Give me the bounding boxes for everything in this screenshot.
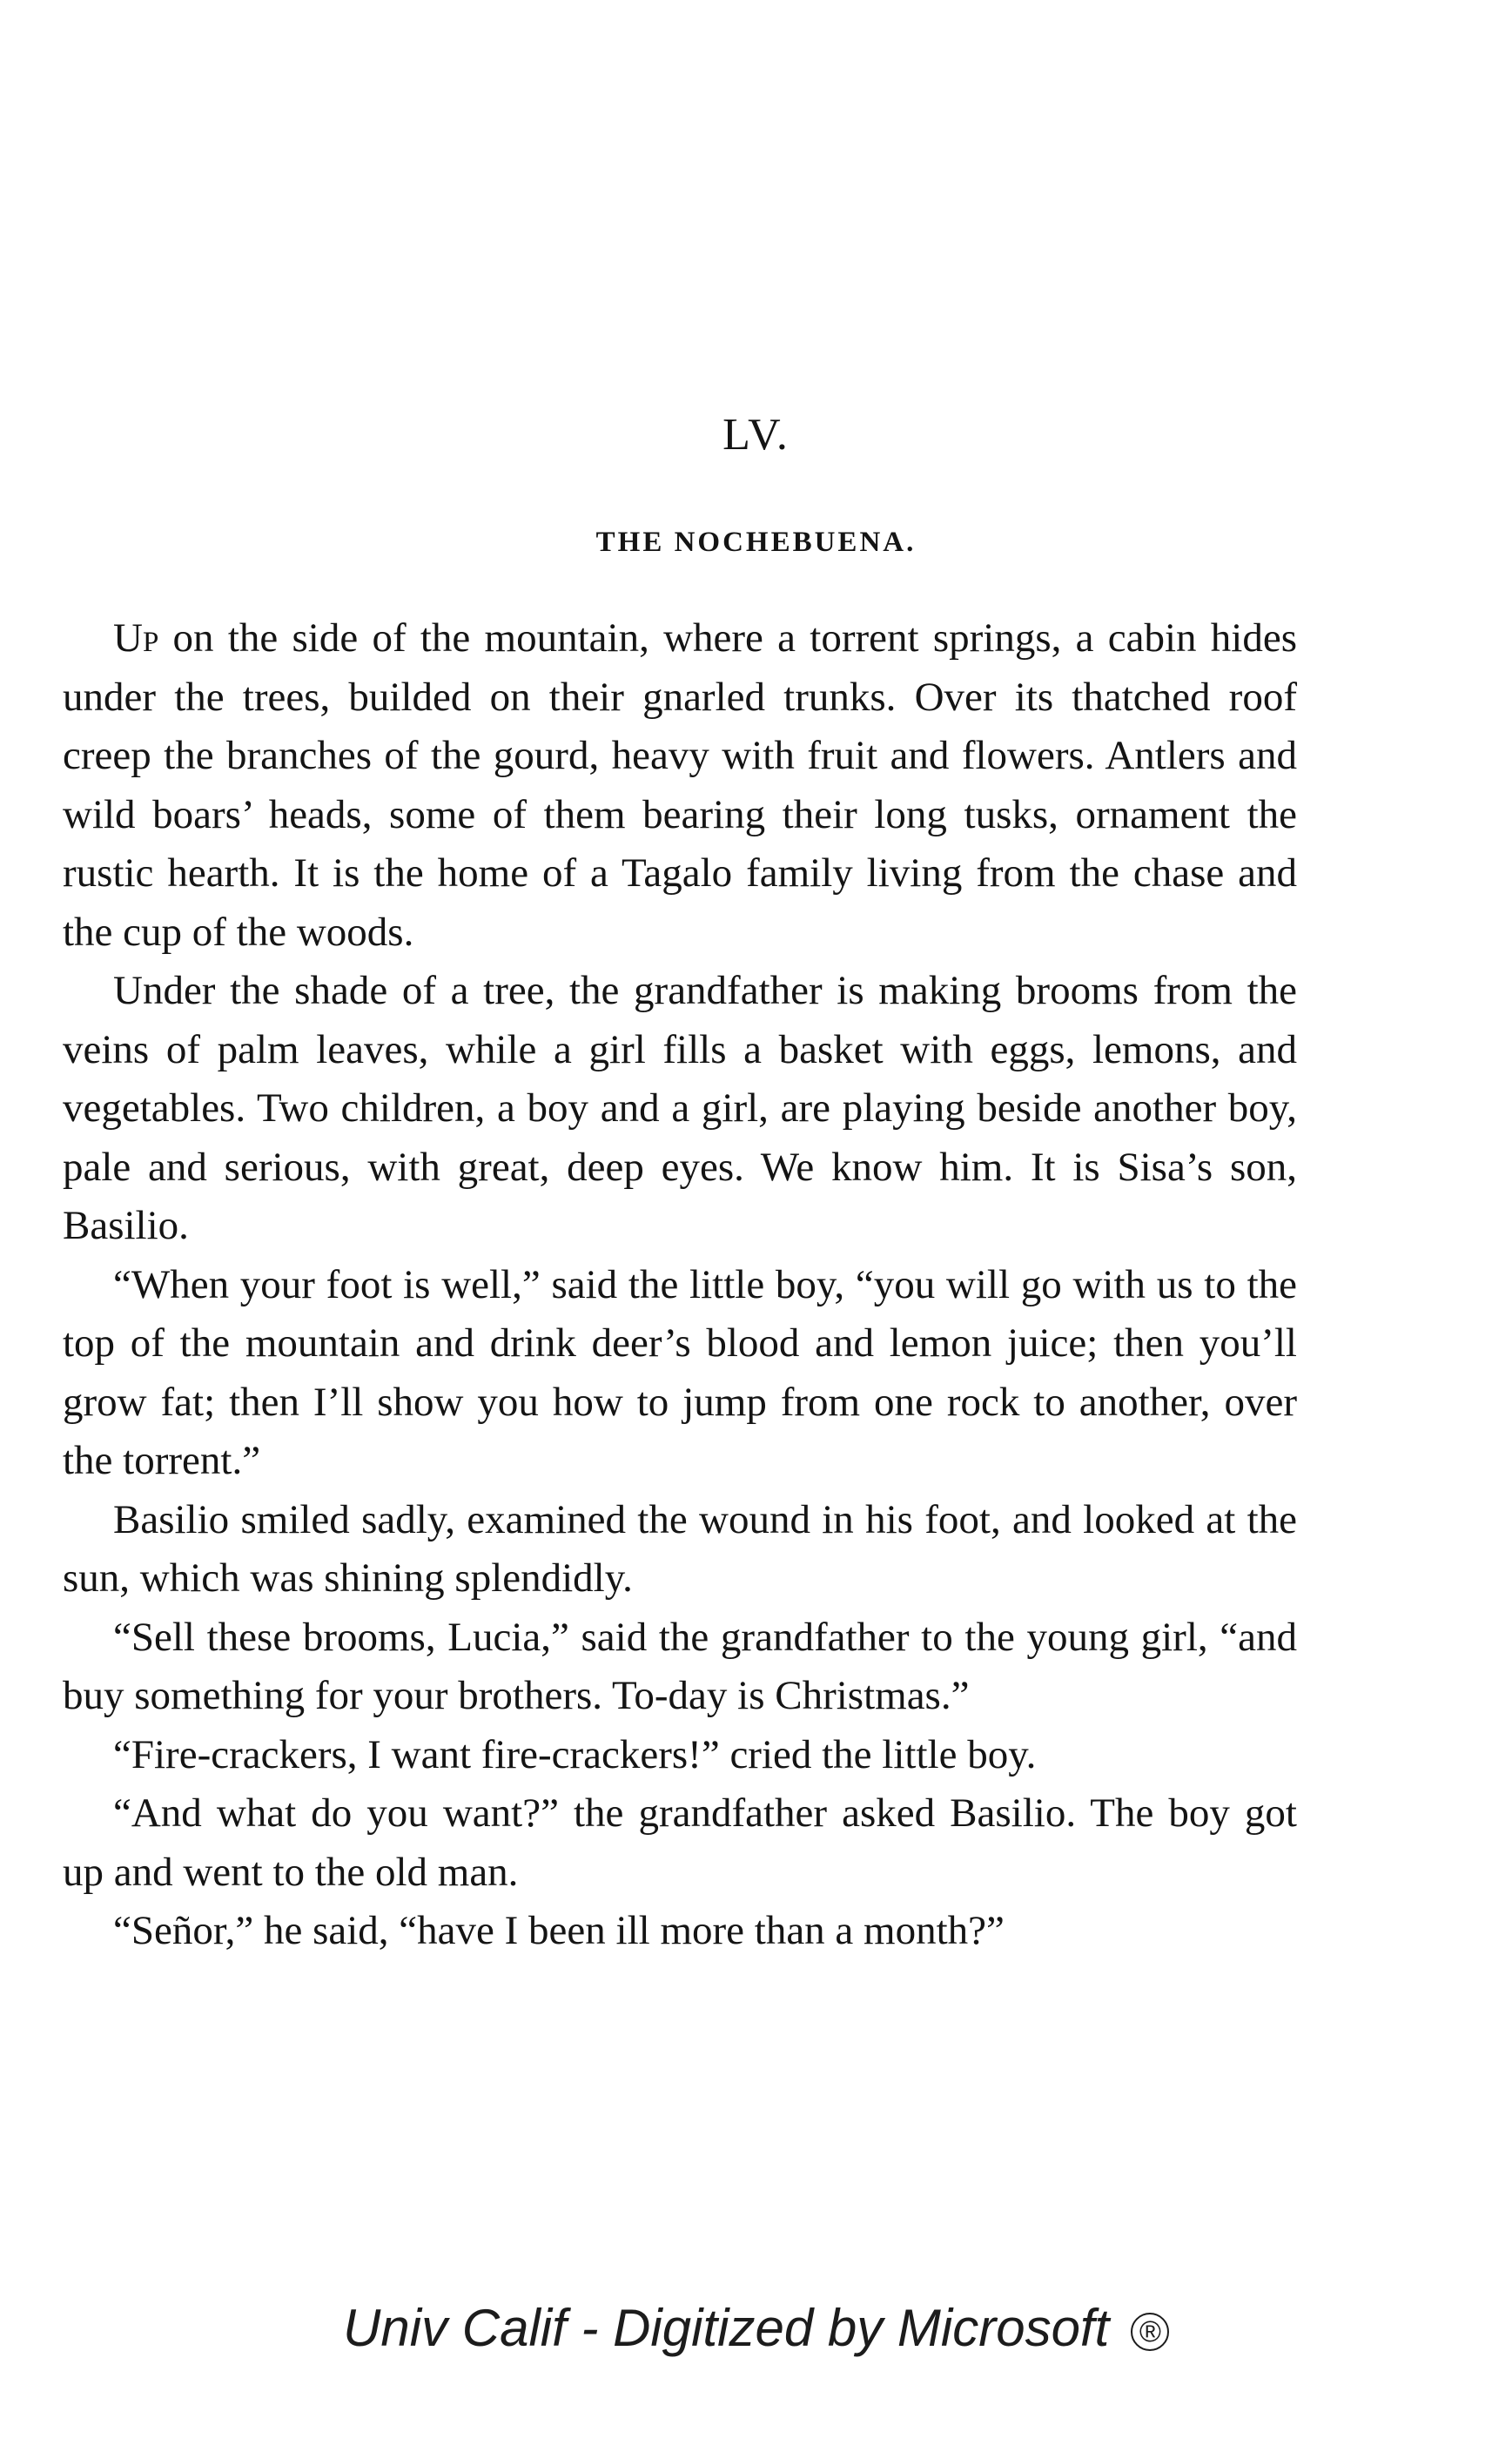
paragraph-2: Under the shade of a tree, the grandfather is making brooms from the veins of palm leaves, while a girl fills a basket with eggs, lemons, and vegetables. Two children, a boy and a girl, are playing beside another boy, pale and serious, with great, deep eyes. We know him. It is Sisa’s son, Basilio. <box>63 968 1297 1248</box>
watermark-text: Univ Calif - Digitized by Microsoft <box>343 2299 1110 2357</box>
registered-mark-icon: ® <box>1131 2313 1169 2351</box>
paragraph-4: Basilio smiled sadly, examined the wound in his foot, and looked at the sun, which was shining splendidly. <box>63 1496 1297 1601</box>
chapter-number: LV. <box>722 410 790 460</box>
paragraph-7: “And what do you want?” the grandfather asked Basilio. The boy got up and went to the old man. <box>63 1790 1297 1895</box>
paragraph-1-lead-word: Up <box>113 615 159 661</box>
paragraph-5: “Sell these brooms, Lucia,” said the grandfather to the young girl, “and buy something for your brothers. To-day is Christmas.” <box>63 1614 1297 1718</box>
paragraph-8: “Señor,” he said, “have I been ill more than a month?” <box>113 1908 1005 1953</box>
chapter-body <box>63 609 1297 1961</box>
chapter-title: THE NOCHEBUENA. <box>595 527 917 558</box>
digitization-watermark <box>0 2298 1512 2358</box>
paragraph-1-text: on the side of the mountain, where a torrent springs, a cabin hides under the trees, builded on their gnarled trunks. Over its thatched roof creep the branches of the gourd, heavy with fruit and flowers. Antlers and wild boars’ heads, some of them bearing their long tusks, ornament the rustic hearth. It is the home of a Tagalo family living from the chase and the cup of the woods. <box>63 615 1297 955</box>
paragraph-3: “When your foot is well,” said the little boy, “you will go with us to the top of the mountain and drink deer’s blood and lemon juice; then you’ll grow fat; then I’ll show you how to jump from one rock to another, over the torrent.” <box>63 1261 1297 1483</box>
paragraph-1 <box>63 609 1297 962</box>
paragraph-6: “Fire-crackers, I want fire-crackers!” cried the little boy. <box>113 1731 1037 1777</box>
